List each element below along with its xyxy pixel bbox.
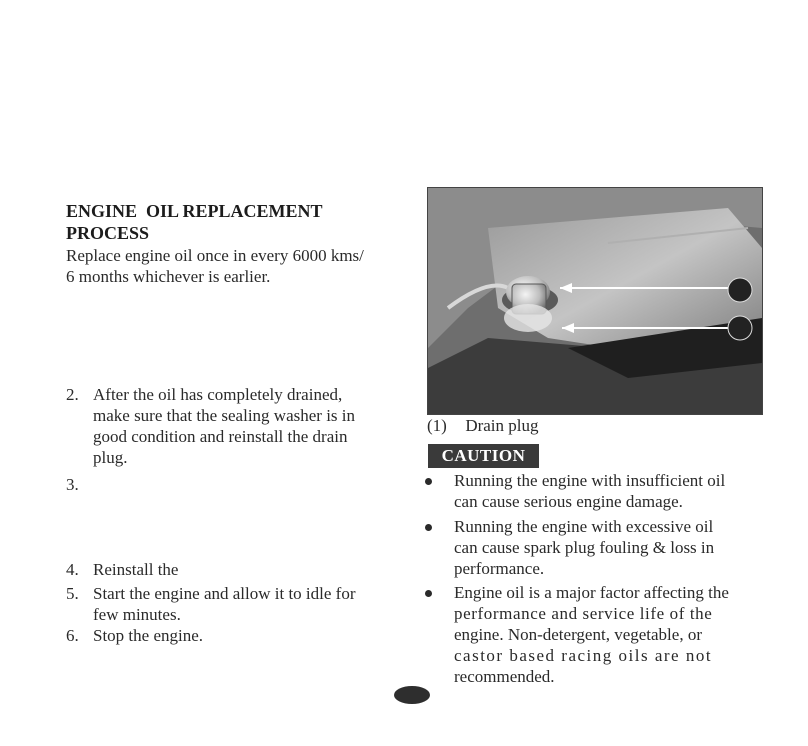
bullet-line: engine. Non-detergent, vegetable, or	[454, 625, 702, 644]
caution-bullet-1	[454, 470, 766, 512]
bullet-line: Running the engine with insufficient oil	[454, 471, 726, 490]
bullet-line: performance.	[454, 559, 545, 578]
step-number: 3.	[66, 475, 79, 494]
step-line: Start the engine and allow it to idle for	[93, 584, 356, 603]
intro-paragraph	[66, 245, 364, 287]
step-number: 2.	[66, 385, 79, 404]
step-line: After the oil has completely drained,	[93, 385, 343, 404]
caption-number: (1)	[427, 416, 447, 435]
step-line: few minutes.	[93, 605, 181, 624]
drain-plug-illustration	[428, 188, 762, 414]
caution-bullet-3	[454, 582, 766, 687]
bullet-dot-icon	[425, 590, 432, 597]
step-number: 4.	[66, 560, 79, 579]
intro-line-1: Replace engine oil once in every 6000 kms/	[66, 246, 364, 265]
step-number: 6.	[66, 626, 79, 645]
step-line: plug.	[93, 448, 128, 467]
step-line: make sure that the sealing washer is in	[93, 406, 356, 425]
drain-plug-photo	[427, 187, 763, 415]
callout-marker	[728, 278, 752, 302]
bullet-line: recommended.	[454, 667, 555, 686]
caption-text: Drain plug	[465, 416, 539, 435]
caution-badge: CAUTION	[428, 444, 539, 468]
step-line: Stop the engine.	[93, 626, 204, 645]
step-number: 5.	[66, 584, 79, 603]
bullet-dot-icon	[425, 524, 432, 531]
callout-marker	[728, 316, 752, 340]
step-3	[66, 474, 79, 495]
bullet-line: Engine oil is a major factor affecting the	[454, 583, 729, 602]
bullet-line: castor based racing oils are not	[454, 646, 713, 665]
heading-line-1: ENGINE OIL REPLACEMENT	[66, 201, 323, 221]
step-line: Reinstall the	[93, 560, 179, 579]
intro-line-2: 6 months whichever is earlier.	[66, 267, 271, 286]
bullet-line: can cause spark plug fouling & loss in	[454, 538, 715, 557]
step-text	[93, 583, 401, 625]
bullet-dot-icon	[425, 478, 432, 485]
step-line: good condition and reinstall the drain	[93, 427, 348, 446]
heading-line-2: PROCESS	[66, 223, 150, 243]
bullet-line: can cause serious engine damage.	[454, 492, 683, 511]
step-text	[93, 384, 401, 468]
page-number-oval	[394, 686, 430, 704]
bullet-line: performance and service life of the	[454, 604, 713, 623]
figure-caption	[427, 415, 539, 436]
bullet-line: Running the engine with excessive oil	[454, 517, 714, 536]
caution-bullet-2	[454, 516, 766, 579]
section-heading	[66, 200, 323, 244]
